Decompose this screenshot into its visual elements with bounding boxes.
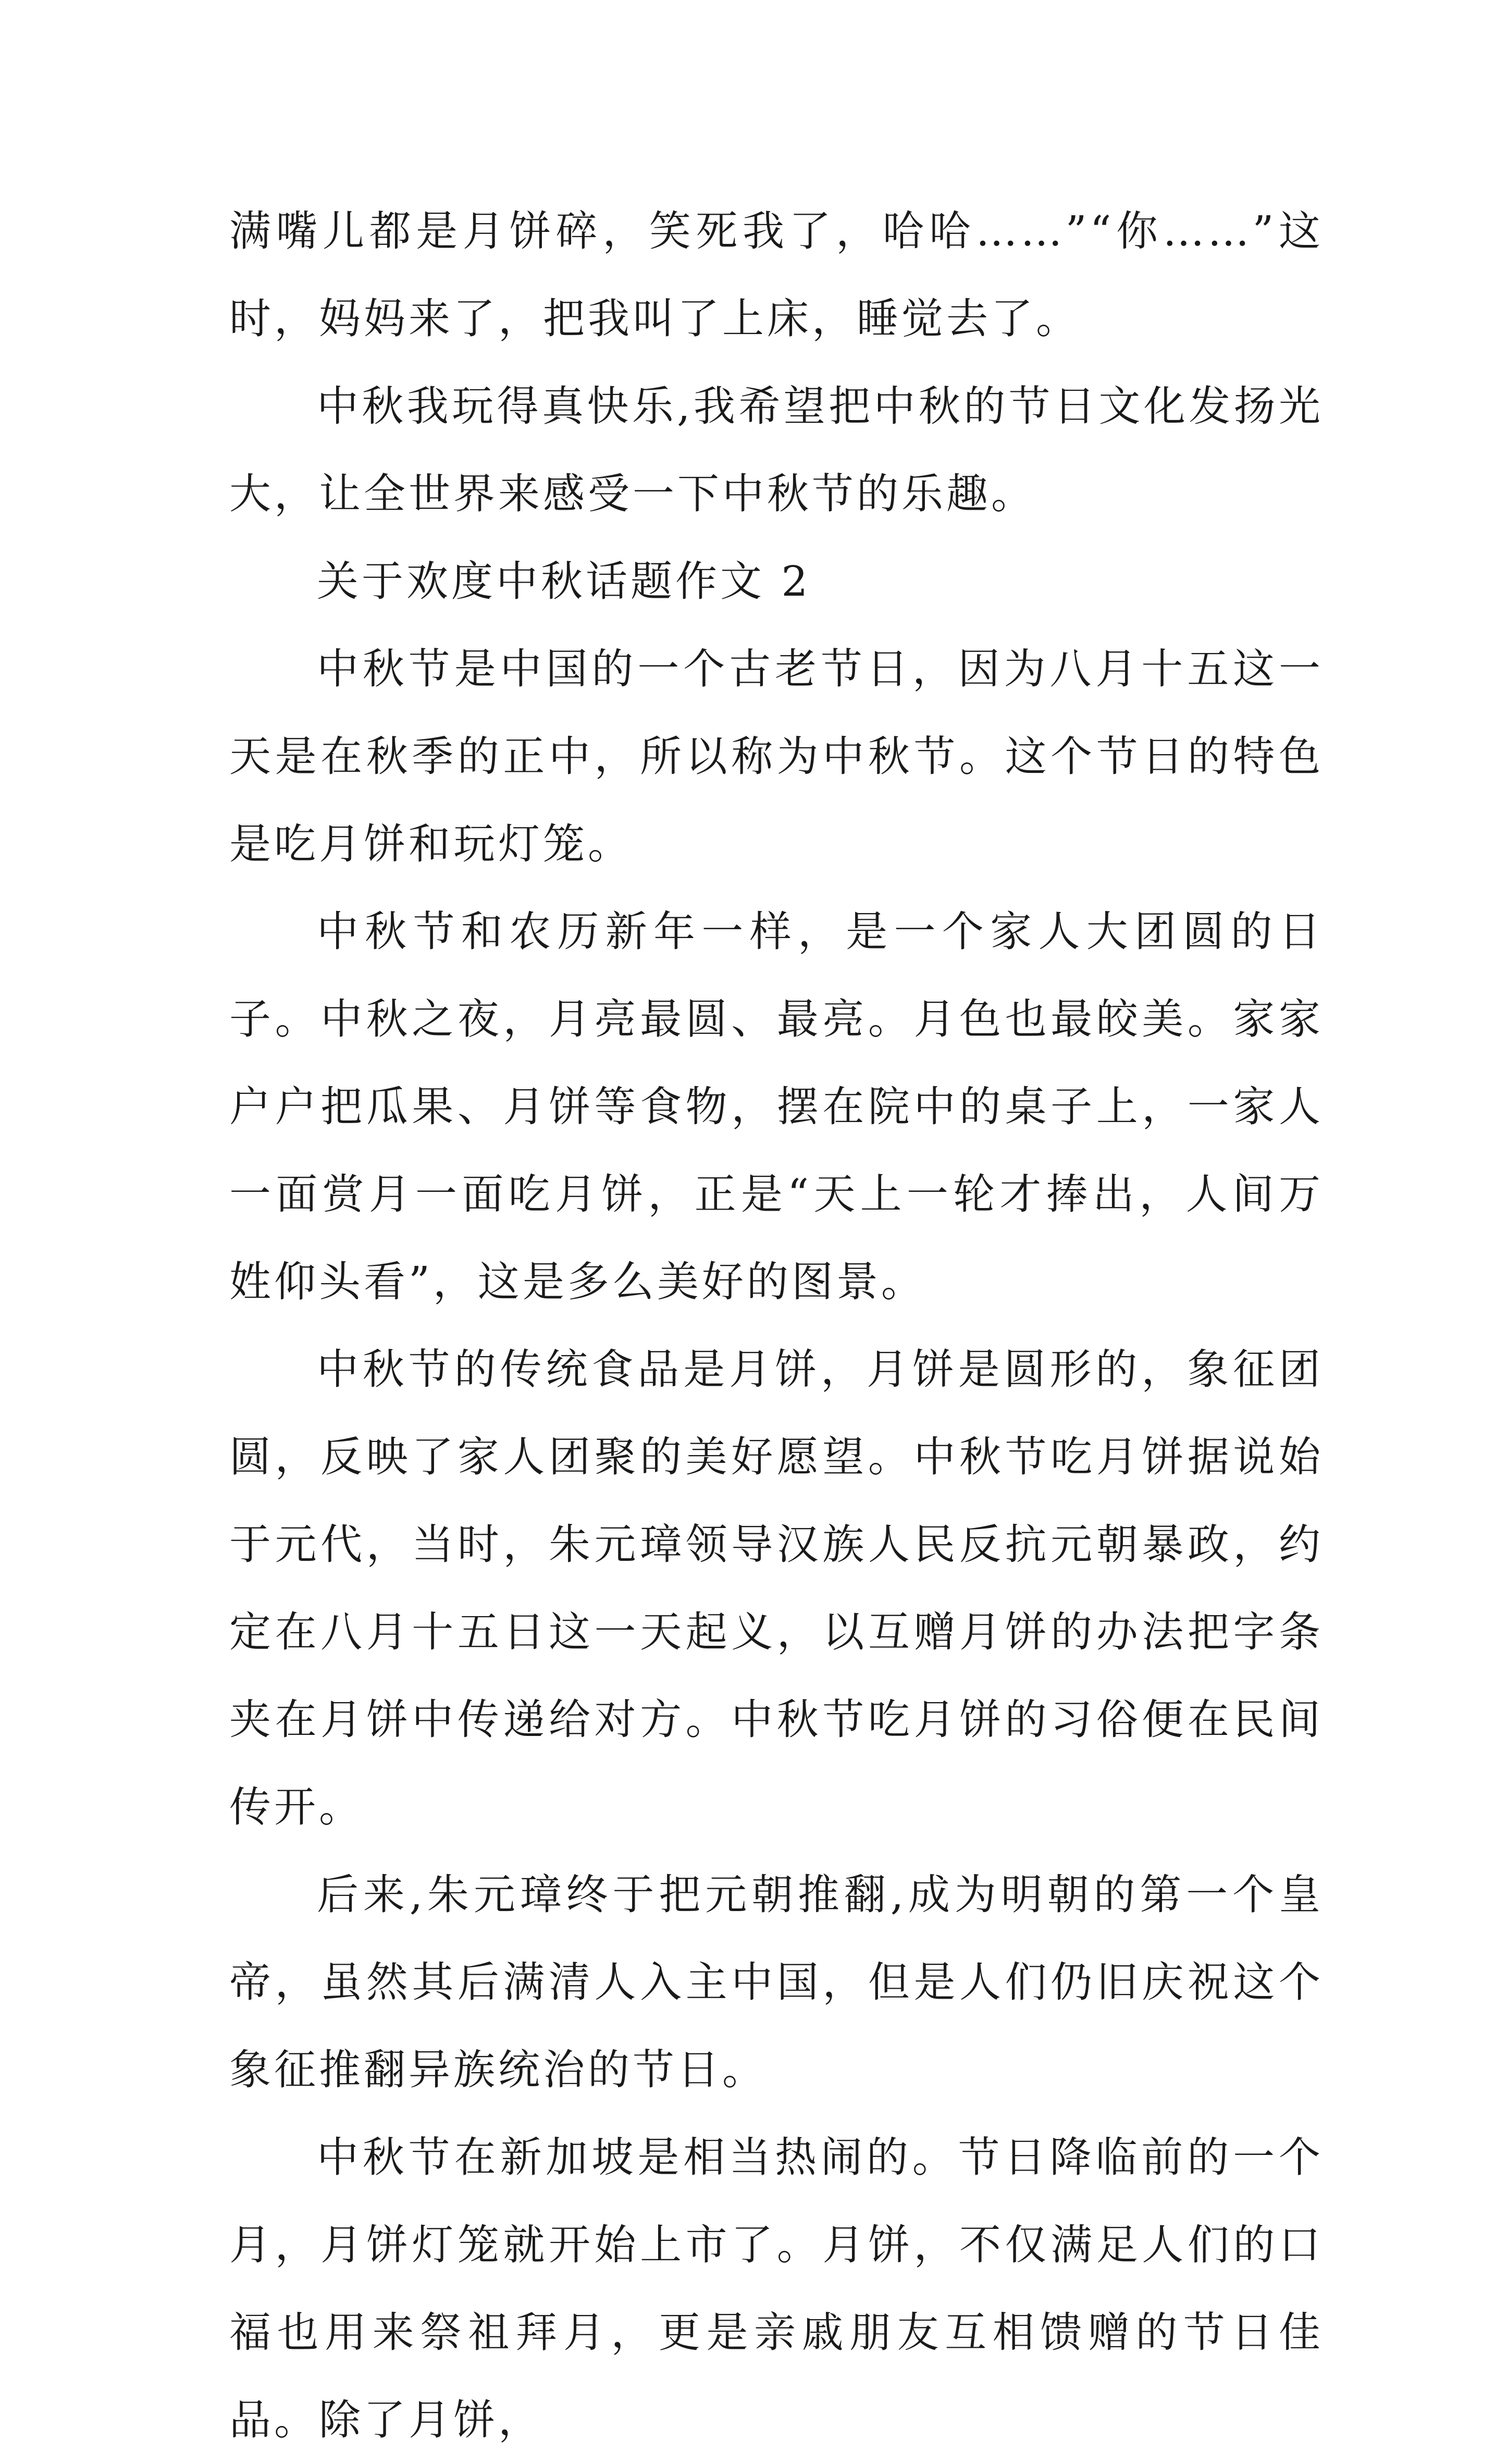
section-heading: 关于欢度中秋话题作文 2: [317, 557, 811, 606]
paragraph: 中秋节是中国的一个古老节日，因为八月十五这一天是在秋季的正中，所以称为中秋节。这个节日的特色是吃月饼和玩灯笼。: [229, 645, 1324, 868]
paragraph: 中秋节和农历新年一样，是一个家人大团圆的日子。中秋之夜，月亮最圆、最亮。月色也最皎美。家家户户把瓜果、月饼等食物，摆在院中的桌子上，一家人一面赏月一面吃月饼，正是“天上一轮才捧出，人间万姓仰头看”，这是多么美好的图景。: [229, 907, 1324, 1306]
paragraph: 后来,朱元璋终于把元朝推翻,成为明朝的第一个皇帝，虽然其后满清人入主中国，但是人们仍旧庆祝这个象征推翻异族统治的节日。: [229, 1870, 1324, 2094]
paragraph: 中秋我玩得真快乐,我希望把中秋的节日文化发扬光大，让全世界来感受一下中秋节的乐趣。: [229, 382, 1324, 518]
paragraph: 中秋节在新加坡是相当热闹的。节日降临前的一个月，月饼灯笼就开始上市了。月饼，不仅满足人们的口福也用来祭祖拜月，更是亲戚朋友互相馈赠的节日佳品。除了月饼，: [229, 2133, 1324, 2444]
article-body: [229, 188, 1324, 2464]
paragraph: 中秋节的传统食品是月饼，月饼是圆形的，象征团圆，反映了家人团聚的美好愿望。中秋节吃月饼据说始于元代，当时，朱元璋领导汉族人民反抗元朝暴政，约定在八月十五日这一天起义，以互赠月饼的办法把字条夹在月饼中传递给对方。中秋节吃月饼的习俗便在民间传开。: [229, 1345, 1324, 1831]
paragraph-continued: 满嘴儿都是月饼碎，笑死我了，哈哈……”“你……”这时，妈妈来了，把我叫了上床，睡觉去了。: [229, 207, 1324, 343]
